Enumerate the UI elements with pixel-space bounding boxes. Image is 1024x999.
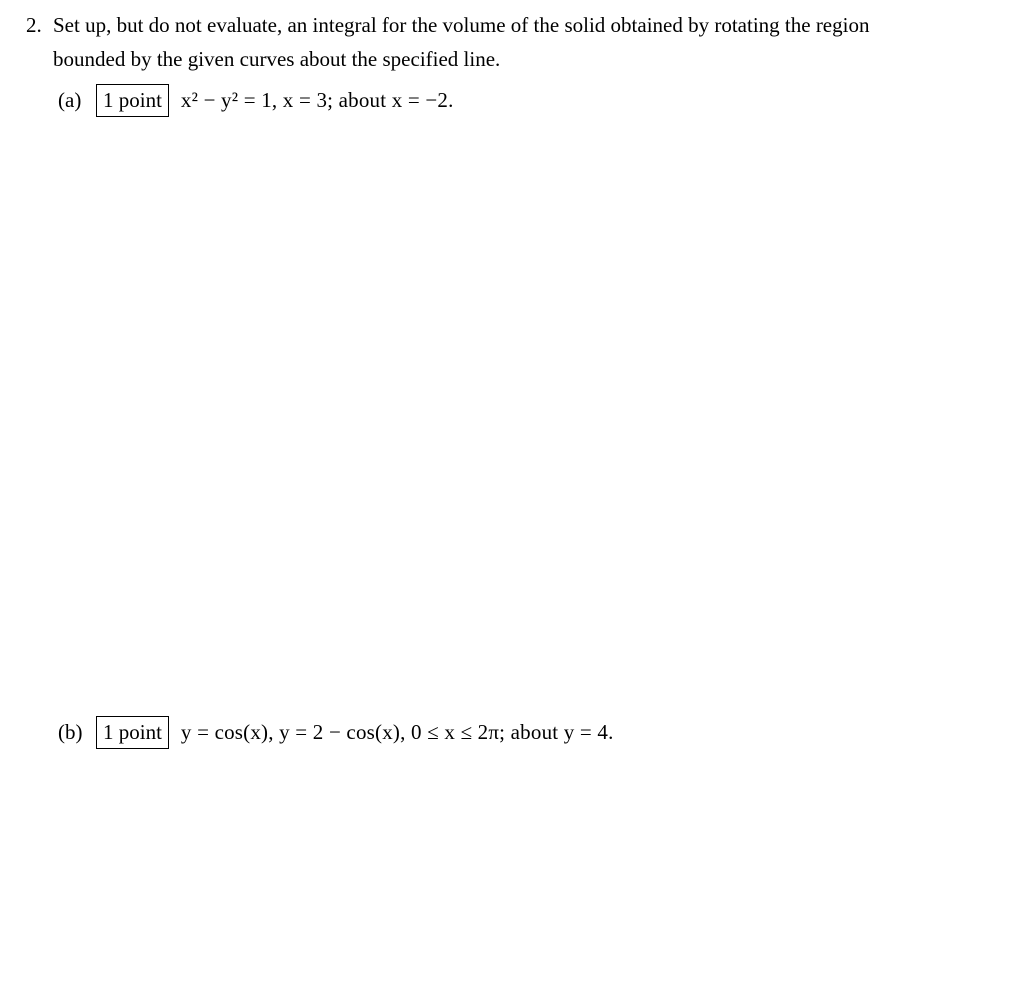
part-a-answer-space <box>58 130 958 700</box>
part-a-points-box: 1 point <box>96 84 169 117</box>
part-b <box>58 716 614 749</box>
part-a-statement: x² − y² = 1, x = 3; about x = −2. <box>180 88 454 112</box>
part-a-label: (a) <box>58 88 82 112</box>
part-b-answer-space <box>58 760 958 980</box>
part-b-label: (b) <box>58 720 83 744</box>
problem-text-line-2: bounded by the given curves about the specified line. <box>53 47 501 71</box>
part-b-statement: y = cos(x), y = 2 − cos(x), 0 ≤ x ≤ 2π; about y = 4. <box>180 720 614 744</box>
part-b-points-box: 1 point <box>96 716 169 749</box>
part-a <box>58 84 454 117</box>
problem-2 <box>26 8 1001 76</box>
problem-text-line-1: Set up, but do not evaluate, an integral for the volume of the solid obtained by rotating the region <box>53 13 870 37</box>
problem-number: 2. <box>26 13 42 37</box>
problem-first-line <box>26 8 1001 42</box>
